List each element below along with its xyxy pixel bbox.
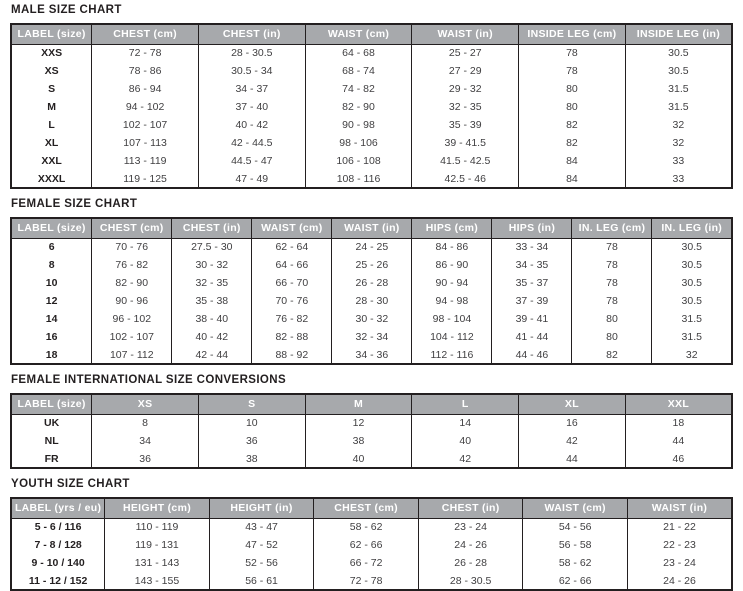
row-label-cell: 12 — [45, 295, 58, 307]
value-cell: 56 - 61 — [209, 572, 314, 590]
column-header: CHEST (in) — [172, 218, 252, 238]
value-cell: 44 - 46 — [492, 346, 572, 364]
section-youth-size-chart — [10, 478, 733, 591]
row-label-cell: L — [48, 119, 55, 131]
value-cell: 62 - 66 — [314, 536, 419, 554]
value-cell: 78 — [519, 44, 626, 62]
value-cell: 28 - 30.5 — [418, 572, 523, 590]
section-title-youth-size-chart: YOUTH SIZE CHART — [11, 478, 130, 490]
row-label-cell: UK — [44, 417, 60, 430]
row-label-cell: 16 — [45, 331, 58, 343]
column-header: S — [198, 394, 305, 414]
table-row — [11, 274, 732, 292]
value-cell: 30 - 32 — [332, 310, 412, 328]
column-header: HIPS (cm) — [412, 218, 492, 238]
table-row — [11, 450, 732, 468]
value-cell: 143 - 155 — [105, 572, 210, 590]
label-column-header: LABEL (size) — [11, 218, 92, 238]
value-cell: 41 - 44 — [492, 328, 572, 346]
value-cell: 82 - 88 — [252, 328, 332, 346]
column-header: WAIST (cm) — [305, 24, 412, 44]
value-cell: 131 - 143 — [105, 554, 210, 572]
row-label-cell: 18 — [45, 348, 58, 361]
value-cell: 26 - 28 — [332, 274, 412, 292]
value-cell: 30.5 — [652, 292, 732, 310]
value-cell: 74 - 82 — [305, 80, 412, 98]
value-cell: 42 — [519, 432, 626, 450]
value-cell: 78 — [572, 274, 652, 292]
value-cell: 40 — [412, 432, 519, 450]
value-cell: 78 — [572, 238, 652, 256]
value-cell: 98 - 106 — [305, 134, 412, 152]
value-cell: 72 - 78 — [314, 572, 419, 590]
value-cell: 84 — [519, 170, 626, 188]
row-label-cell: NL — [44, 435, 59, 447]
value-cell: 86 - 90 — [412, 256, 492, 274]
value-cell: 16 — [519, 414, 626, 432]
value-cell: 30.5 — [625, 62, 732, 80]
value-cell: 80 — [519, 80, 626, 98]
section-female-international-size-conversions — [10, 374, 733, 469]
value-cell: 33 — [625, 152, 732, 170]
column-header: CHEST (cm) — [92, 218, 172, 238]
value-cell: 110 - 119 — [105, 518, 210, 536]
column-header: XXL — [625, 394, 732, 414]
row-label-cell: M — [47, 101, 56, 113]
female-size-chart-table — [10, 217, 733, 365]
column-header: INSIDE LEG (cm) — [519, 24, 626, 44]
value-cell: 47 - 49 — [198, 170, 305, 188]
value-cell: 31.5 — [625, 98, 732, 116]
value-cell: 102 - 107 — [92, 116, 199, 134]
value-cell: 44 — [625, 432, 732, 450]
value-cell: 70 - 76 — [92, 238, 172, 256]
table-row — [11, 554, 732, 572]
value-cell: 31.5 — [625, 80, 732, 98]
value-cell: 94 - 98 — [412, 292, 492, 310]
value-cell: 42 — [412, 450, 519, 468]
label-column-header: LABEL (size) — [11, 24, 92, 44]
value-cell: 41.5 - 42.5 — [412, 152, 519, 170]
value-cell: 78 — [572, 256, 652, 274]
value-cell: 30.5 — [652, 274, 732, 292]
column-header: CHEST (in) — [418, 498, 523, 518]
value-cell: 66 - 70 — [252, 274, 332, 292]
section-female-size-chart — [10, 198, 733, 365]
value-cell: 78 — [572, 292, 652, 310]
table-row — [11, 536, 732, 554]
value-cell: 90 - 96 — [92, 292, 172, 310]
value-cell: 32 - 35 — [412, 98, 519, 116]
value-cell: 34 - 35 — [492, 256, 572, 274]
value-cell: 44.5 - 47 — [198, 152, 305, 170]
value-cell: 88 - 92 — [252, 346, 332, 364]
value-cell: 37 - 39 — [492, 292, 572, 310]
value-cell: 84 - 86 — [412, 238, 492, 256]
table-row — [11, 98, 732, 116]
value-cell: 58 - 62 — [523, 554, 628, 572]
value-cell: 28 - 30 — [332, 292, 412, 310]
value-cell: 30.5 - 34 — [198, 62, 305, 80]
column-header: WAIST (cm) — [252, 218, 332, 238]
value-cell: 106 - 108 — [305, 152, 412, 170]
label-column-header: LABEL (size) — [11, 394, 92, 414]
value-cell: 31.5 — [652, 310, 732, 328]
row-label-cell: 10 — [45, 277, 58, 289]
value-cell: 8 — [92, 414, 199, 432]
row-label-cell: S — [48, 83, 56, 95]
value-cell: 24 - 26 — [418, 536, 523, 554]
female-international-size-conversions-table — [10, 393, 733, 469]
value-cell: 64 - 68 — [305, 44, 412, 62]
row-label-cell: 9 - 10 / 140 — [31, 557, 85, 569]
column-header: HIPS (in) — [492, 218, 572, 238]
value-cell: 35 - 39 — [412, 116, 519, 134]
value-cell: 26 - 28 — [418, 554, 523, 572]
value-cell: 28 - 30.5 — [198, 44, 305, 62]
value-cell: 80 — [572, 328, 652, 346]
value-cell: 76 - 82 — [252, 310, 332, 328]
value-cell: 33 - 34 — [492, 238, 572, 256]
value-cell: 32 — [625, 134, 732, 152]
value-cell: 24 - 25 — [332, 238, 412, 256]
column-header: M — [305, 394, 412, 414]
value-cell: 24 - 26 — [627, 572, 732, 590]
row-label-cell: 7 - 8 / 128 — [34, 539, 82, 551]
value-cell: 78 — [519, 62, 626, 80]
value-cell: 90 - 98 — [305, 116, 412, 134]
row-label-cell: 11 - 12 / 152 — [28, 574, 88, 587]
column-header: WAIST (in) — [332, 218, 412, 238]
value-cell: 31.5 — [652, 328, 732, 346]
table-row — [11, 346, 732, 364]
table-row — [11, 44, 732, 62]
value-cell: 40 — [305, 450, 412, 468]
column-header: L — [412, 394, 519, 414]
value-cell: 38 — [198, 450, 305, 468]
value-cell: 30 - 32 — [172, 256, 252, 274]
header-row — [11, 498, 732, 518]
value-cell: 39 - 41.5 — [412, 134, 519, 152]
row-label-cell: 5 - 6 / 116 — [34, 521, 82, 534]
header-row — [11, 218, 732, 238]
column-header: WAIST (in) — [412, 24, 519, 44]
value-cell: 104 - 112 — [412, 328, 492, 346]
value-cell: 25 - 27 — [412, 44, 519, 62]
value-cell: 36 — [198, 432, 305, 450]
value-cell: 44 — [519, 450, 626, 468]
header-row — [11, 24, 732, 44]
value-cell: 54 - 56 — [523, 518, 628, 536]
row-label-cell: FR — [44, 452, 59, 465]
value-cell: 38 — [305, 432, 412, 450]
value-cell: 27 - 29 — [412, 62, 519, 80]
value-cell: 102 - 107 — [92, 328, 172, 346]
table-row — [11, 292, 732, 310]
value-cell: 108 - 116 — [305, 170, 412, 188]
value-cell: 107 - 113 — [92, 134, 199, 152]
value-cell: 37 - 40 — [198, 98, 305, 116]
value-cell: 12 — [305, 414, 412, 432]
value-cell: 35 - 38 — [172, 292, 252, 310]
table-row — [11, 414, 732, 432]
row-label-cell: XXXL — [37, 172, 66, 185]
male-size-chart-table — [10, 23, 733, 189]
value-cell: 10 — [198, 414, 305, 432]
value-cell: 119 - 125 — [92, 170, 199, 188]
value-cell: 90 - 94 — [412, 274, 492, 292]
table-row — [11, 152, 732, 170]
column-header: INSIDE LEG (in) — [625, 24, 732, 44]
value-cell: 113 - 119 — [92, 152, 199, 170]
column-header: HEIGHT (in) — [209, 498, 314, 518]
value-cell: 80 — [572, 310, 652, 328]
value-cell: 43 - 47 — [209, 518, 314, 536]
value-cell: 40 - 42 — [172, 328, 252, 346]
value-cell: 32 - 34 — [332, 328, 412, 346]
value-cell: 23 - 24 — [627, 554, 732, 572]
value-cell: 96 - 102 — [92, 310, 172, 328]
value-cell: 27.5 - 30 — [172, 238, 252, 256]
value-cell: 14 — [412, 414, 519, 432]
section-title-female-international-size-conversions: FEMALE INTERNATIONAL SIZE CONVERSIONS — [11, 374, 287, 386]
column-header: WAIST (in) — [627, 498, 732, 518]
value-cell: 32 - 35 — [172, 274, 252, 292]
row-label-cell: 8 — [48, 259, 55, 271]
value-cell: 94 - 102 — [92, 98, 199, 116]
value-cell: 82 - 90 — [305, 98, 412, 116]
value-cell: 34 - 37 — [198, 80, 305, 98]
table-row — [11, 572, 732, 590]
table-row — [11, 518, 732, 536]
value-cell: 46 — [625, 450, 732, 468]
row-label-cell: XS — [44, 65, 59, 77]
value-cell: 107 - 112 — [92, 346, 172, 364]
table-row — [11, 432, 732, 450]
table-row — [11, 310, 732, 328]
value-cell: 70 - 76 — [252, 292, 332, 310]
value-cell: 30.5 — [652, 256, 732, 274]
column-header: CHEST (in) — [198, 24, 305, 44]
section-title-female-size-chart: FEMALE SIZE CHART — [11, 198, 138, 210]
value-cell: 78 - 86 — [92, 62, 199, 80]
value-cell: 36 — [92, 450, 199, 468]
value-cell: 38 - 40 — [172, 310, 252, 328]
table-row — [11, 80, 732, 98]
column-header: IN. LEG (cm) — [572, 218, 652, 238]
value-cell: 98 - 104 — [412, 310, 492, 328]
value-cell: 58 - 62 — [314, 518, 419, 536]
value-cell: 119 - 131 — [105, 536, 210, 554]
value-cell: 22 - 23 — [627, 536, 732, 554]
value-cell: 29 - 32 — [412, 80, 519, 98]
value-cell: 86 - 94 — [92, 80, 199, 98]
value-cell: 30.5 — [652, 238, 732, 256]
table-row — [11, 328, 732, 346]
table-row — [11, 116, 732, 134]
value-cell: 64 - 66 — [252, 256, 332, 274]
value-cell: 82 — [572, 346, 652, 364]
table-row — [11, 134, 732, 152]
value-cell: 32 — [625, 116, 732, 134]
value-cell: 62 - 64 — [252, 238, 332, 256]
column-header: WAIST (cm) — [523, 498, 628, 518]
column-header: HEIGHT (cm) — [105, 498, 210, 518]
label-column-header: LABEL (yrs / eu) — [11, 498, 105, 518]
value-cell: 25 - 26 — [332, 256, 412, 274]
value-cell: 39 - 41 — [492, 310, 572, 328]
column-header: XS — [92, 394, 199, 414]
value-cell: 82 — [519, 116, 626, 134]
value-cell: 112 - 116 — [412, 346, 492, 364]
value-cell: 35 - 37 — [492, 274, 572, 292]
value-cell: 42 - 44 — [172, 346, 252, 364]
column-header: XL — [519, 394, 626, 414]
value-cell: 40 - 42 — [198, 116, 305, 134]
row-label-cell: 14 — [45, 313, 58, 325]
table-row — [11, 256, 732, 274]
value-cell: 30.5 — [625, 44, 732, 62]
value-cell: 47 - 52 — [209, 536, 314, 554]
row-label-cell: XXL — [41, 155, 62, 167]
table-row — [11, 238, 732, 256]
value-cell: 68 - 74 — [305, 62, 412, 80]
table-row — [11, 170, 732, 188]
value-cell: 21 - 22 — [627, 518, 732, 536]
value-cell: 42 - 44.5 — [198, 134, 305, 152]
column-header: IN. LEG (in) — [652, 218, 732, 238]
row-label-cell: XL — [44, 137, 59, 149]
value-cell: 32 — [652, 346, 732, 364]
value-cell: 76 - 82 — [92, 256, 172, 274]
row-label-cell: XXS — [41, 47, 63, 60]
table-row — [11, 62, 732, 80]
section-title-male-size-chart: MALE SIZE CHART — [11, 4, 122, 16]
section-male-size-chart — [10, 4, 733, 189]
value-cell: 84 — [519, 152, 626, 170]
column-header: CHEST (cm) — [92, 24, 199, 44]
value-cell: 82 — [519, 134, 626, 152]
value-cell: 56 - 58 — [523, 536, 628, 554]
value-cell: 34 — [92, 432, 199, 450]
value-cell: 18 — [625, 414, 732, 432]
value-cell: 42.5 - 46 — [412, 170, 519, 188]
value-cell: 66 - 72 — [314, 554, 419, 572]
column-header: CHEST (cm) — [314, 498, 419, 518]
value-cell: 23 - 24 — [418, 518, 523, 536]
youth-size-chart-table — [10, 497, 733, 591]
value-cell: 72 - 78 — [92, 44, 199, 62]
value-cell: 52 - 56 — [209, 554, 314, 572]
header-row — [11, 394, 732, 414]
row-label-cell: 6 — [48, 241, 55, 254]
value-cell: 80 — [519, 98, 626, 116]
value-cell: 33 — [625, 170, 732, 188]
value-cell: 82 - 90 — [92, 274, 172, 292]
value-cell: 62 - 66 — [523, 572, 628, 590]
value-cell: 34 - 36 — [332, 346, 412, 364]
